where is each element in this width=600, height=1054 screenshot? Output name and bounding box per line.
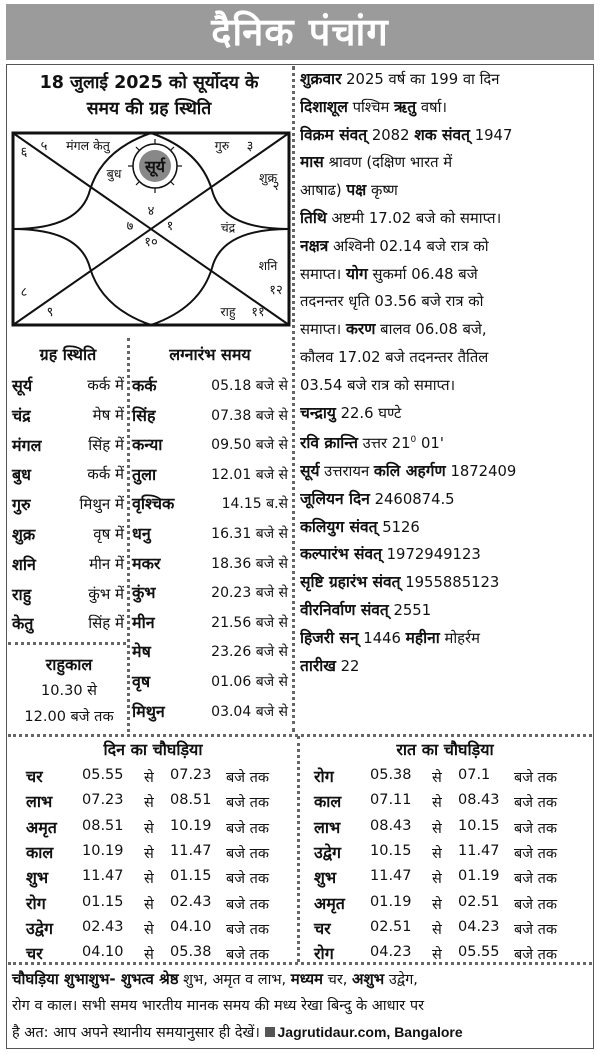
choghadiya-tak: बजे तक: [226, 896, 270, 913]
choghadiya-name: अमृत: [26, 817, 57, 837]
choghadiya-row: [26, 816, 296, 842]
column-divider: [127, 338, 130, 732]
lagna-time: 07.38 बजे से: [211, 407, 288, 424]
lagna-row: [132, 372, 288, 400]
choghadiya-to: 05.38: [170, 944, 212, 961]
detail-line: 03.54 बजे रात्र को समाप्त।: [300, 376, 456, 394]
graha-sign: कर्क में: [87, 376, 124, 394]
detail-line: हिजरी सन् 1446 महीना मोहर्रम: [300, 628, 480, 647]
choghadiya-tak: बजे तक: [514, 820, 558, 837]
choghadiya-tak: बजे तक: [226, 770, 270, 786]
graha-sign: मीन में: [89, 554, 124, 573]
graha-row: [12, 610, 124, 638]
graha-row: [12, 432, 124, 460]
lagna-row: [132, 579, 288, 607]
choghadiya-name: काल: [26, 842, 54, 862]
lagna-rashi: कुंभ: [132, 583, 156, 603]
choghadiya-row: [314, 866, 584, 892]
graha-planet: शनि: [12, 554, 36, 574]
choghadiya-row: [314, 892, 584, 918]
planet-shukra: शुक्र: [258, 170, 278, 185]
choghadiya-from: 10.15: [370, 842, 412, 859]
choghadiya-to: 10.15: [458, 817, 500, 834]
column-divider: [297, 736, 300, 962]
choghadiya-tak: बजे तक: [514, 795, 558, 812]
choghadiya-from: 10.19: [82, 842, 124, 859]
choghadiya-from: 11.47: [370, 868, 412, 885]
graha-row: [12, 461, 124, 489]
detail-line: नक्षत्र अश्विनी 02.14 बजे रात्र को: [300, 236, 489, 255]
graha-row: [12, 551, 124, 579]
choghadiya-row: [26, 841, 296, 867]
choghadiya-tak: बजे तक: [514, 845, 558, 862]
lagna-time: 09.50 बजे से: [211, 437, 288, 454]
lagna-row: [132, 520, 288, 548]
choghadiya-se: से: [432, 795, 442, 812]
rahukaal-box: [12, 652, 126, 730]
choghadiya-se: से: [144, 896, 154, 913]
choghadiya-from: 01.19: [370, 893, 412, 910]
graha-planet: शुक्र: [12, 525, 36, 544]
choghadiya-row: [314, 841, 584, 867]
choghadiya-tak: बजे तक: [514, 871, 558, 888]
planet-guru: गुरु: [214, 138, 230, 153]
choghadiya-row: [26, 765, 296, 791]
choghadiya-to: 11.47: [458, 842, 500, 859]
lagna-row: [132, 490, 288, 518]
choghadiya-to: 04.23: [458, 918, 500, 935]
graha-sign: कर्क में: [87, 465, 124, 484]
graha-row: [12, 402, 124, 430]
lagna-time: 01.06 बजे से: [211, 674, 288, 690]
choghadiya-to: 08.51: [170, 792, 212, 809]
detail-line: वीरनिर्वाण संवत् 2551: [300, 601, 432, 620]
graha-sign: मेष में: [92, 405, 124, 424]
page-title: दैनिक पंचांग: [6, 4, 594, 60]
choghadiya-tak: बजे तक: [226, 947, 270, 964]
choghadiya-tak: बजे तक: [226, 845, 270, 862]
choghadiya-tak: बजे तक: [514, 947, 558, 964]
choghadiya-name: अमृत: [314, 893, 345, 913]
choghadiya-name: शुभ: [314, 868, 337, 888]
choghadiya-se: से: [432, 871, 442, 888]
lagna-row: [132, 550, 288, 578]
panchang-details: [300, 66, 590, 680]
choghadiya-from: 07.11: [370, 792, 412, 809]
detail-line: समाप्त। करण बालव 06.08 बजे,: [300, 320, 487, 339]
graha-planet: केतु: [12, 614, 34, 634]
house-number: १०: [144, 235, 158, 250]
choghadiya-se: से: [432, 845, 442, 862]
lagna-time: 03.04 बजे से: [211, 703, 288, 720]
choghadiya-to: 01.15: [170, 868, 212, 885]
choghadiya-from: 04.23: [370, 944, 412, 961]
choghadiya-to: 11.47: [170, 842, 212, 859]
graha-sign: कुंभ में: [88, 584, 124, 603]
choghadiya-to: 04.10: [170, 918, 212, 935]
choghadiya-from: 05.38: [370, 767, 412, 783]
lagna-rashi: सिंह: [132, 405, 156, 425]
planet-mangal-ketu: मंगल केतु: [66, 138, 110, 153]
detail-line: विक्रम संवत् 2082 शक संवत् 1947: [300, 125, 513, 144]
lagna-row: [132, 638, 288, 666]
choghadiya-tak: बजे तक: [226, 795, 270, 812]
choghadiya-tak: बजे तक: [226, 871, 270, 888]
choghadiya-se: से: [144, 871, 154, 888]
lagna-rashi: कन्या: [132, 435, 163, 455]
choghadiya-name: रोग: [314, 944, 334, 964]
choghadiya-tak: बजे तक: [514, 770, 558, 786]
lagna-row: [132, 431, 288, 459]
choghadiya-se: से: [144, 947, 154, 964]
rahukaal-end: 12.00 बजे तक: [24, 709, 114, 725]
lagna-rashi: मीन: [132, 612, 155, 632]
lagna-time: 18.36 बजे से: [211, 555, 288, 572]
row-divider: [8, 734, 592, 737]
graha-planet: गुरु: [12, 495, 31, 515]
choghadiya-row: [314, 790, 584, 816]
graha-row: [12, 372, 124, 400]
rahukaal-start: 10.30 से: [41, 683, 97, 699]
choghadiya-row: [26, 917, 296, 943]
choghadiya-from: 07.23: [82, 792, 124, 809]
row-divider: [8, 642, 126, 645]
choghadiya-name: रोग: [26, 893, 46, 913]
detail-line: आषाढ) पक्ष कृष्ण: [300, 181, 398, 200]
choghadiya-name: चर: [26, 944, 43, 964]
lagna-row: [132, 668, 288, 696]
detail-line: कलियुग संवत् 5126: [300, 517, 420, 536]
choghadiya-name: लाभ: [314, 817, 341, 837]
lagna-rashi: वृश्चिक: [132, 494, 175, 514]
choghadiya-from: 02.43: [82, 918, 124, 935]
house-number: ६: [20, 145, 28, 160]
detail-line: कल्पारंभ संवत् 1972949123: [300, 545, 481, 564]
choghadiya-name: उद्वेग: [314, 842, 341, 862]
detail-line: मास श्रावण (दक्षिण भारत में: [300, 153, 453, 172]
graha-sign: सिंह में: [88, 435, 124, 454]
choghadiya-tak: बजे तक: [514, 896, 558, 913]
graha-planet: सूर्य: [12, 376, 33, 395]
choghadiya-row: [314, 765, 584, 791]
brand-credit: Jagrutidaur.com, Bangalore: [277, 1024, 463, 1040]
choghadiya-row: [314, 942, 584, 968]
rahukaal-heading: राहुकाल: [45, 655, 93, 674]
choghadiya-name: रोग: [314, 767, 334, 786]
choghadiya-row: [26, 942, 296, 968]
house-number: ५: [40, 139, 48, 154]
lagna-time: 21.56 बजे से: [211, 614, 288, 631]
footer-note: चौघड़िया शुभाशुभ- शुभत्व श्रेष्ठ शुभ, अमृत व लाभ, मध्यम चर, अशुभ उद्वेग, रोग व काल। सभी समय भारतीय मानक समय की मध्य रेखा बिन्दु के आधार पर है अत: आप अपने स्थानीय समयानुसार ही देखें। Jagrutidaur.com, Bangalore: [12, 970, 463, 1041]
lagna-rashi: मेष: [132, 642, 151, 662]
choghadiya-to: 01.19: [458, 868, 500, 885]
brand-square-icon: [265, 1027, 275, 1037]
choghadiya-se: से: [432, 921, 442, 938]
lagna-time: 05.18 बजे से: [211, 378, 288, 394]
column-divider: [292, 66, 295, 732]
lagna-time: 14.15 ब.से: [221, 496, 288, 513]
graha-row: [12, 521, 124, 549]
detail-line: रवि क्रान्ति उत्तर $21^0$ 01': [300, 434, 444, 453]
choghadiya-to: 07.23: [170, 767, 212, 783]
choghadiya-row: [26, 790, 296, 816]
house-number: ८: [20, 285, 28, 300]
detail-line: सृष्टि ग्रहारंभ संवत् 1955885123: [300, 573, 500, 592]
graha-sign: सिंह में: [88, 614, 124, 633]
choghadiya-row: [26, 892, 296, 918]
kundli-heading: 18 जुलाई 2025 को सूर्योदय के समय की ग्रह स्थिति: [39, 73, 259, 119]
lagna-time: 20.23 बजे से: [211, 585, 288, 602]
choghadiya-tak: बजे तक: [226, 820, 270, 837]
choghadiya-row: [26, 866, 296, 892]
house-number: १२: [269, 283, 283, 298]
lagnarambh-heading: लग्नारंभ समय: [169, 345, 251, 364]
raat-choghadiya-heading: रात का चौघड़िया: [396, 740, 494, 759]
house-number: ९: [46, 305, 54, 320]
lagna-time: 23.26 बजे से: [211, 644, 288, 661]
choghadiya-from: 08.51: [82, 817, 124, 834]
detail-line: तारीख 22: [300, 656, 360, 675]
choghadiya-to: 02.43: [170, 893, 212, 910]
planet-rahu: राहु: [220, 304, 236, 319]
lagna-time: 16.31 बजे से: [211, 526, 288, 542]
graha-row: [12, 581, 124, 609]
choghadiya-se: से: [144, 820, 154, 837]
house-number: ४: [147, 204, 155, 219]
graha-planet: मंगल: [12, 435, 42, 455]
graha-planet: राहु: [12, 584, 32, 604]
choghadiya-row: [314, 917, 584, 943]
house-number: १: [166, 219, 174, 234]
choghadiya-from: 01.15: [82, 893, 124, 910]
choghadiya-to: 05.55: [458, 944, 500, 961]
lagna-rashi: धनु: [132, 524, 151, 543]
choghadiya-se: से: [144, 770, 154, 786]
choghadiya-tak: बजे तक: [226, 921, 270, 938]
lagna-row: [132, 698, 288, 726]
lagna-rashi: वृष: [132, 672, 151, 691]
house-number: ७: [126, 219, 134, 234]
lagna-time: 12.01 बजे से: [211, 466, 288, 483]
choghadiya-se: से: [144, 921, 154, 938]
house-number: ३: [246, 139, 254, 154]
detail-line: चन्द्रायु 22.6 घण्टे: [300, 403, 402, 422]
detail-line: समाप्त। योग सुकर्मा 06.48 बजे: [300, 264, 478, 283]
choghadiya-se: से: [432, 820, 442, 837]
choghadiya-to: 02.51: [458, 893, 500, 910]
detail-line: दिशाशूल पश्चिम ऋतु वर्षा।: [300, 97, 448, 116]
lagna-rashi: मकर: [132, 553, 161, 573]
graha-sthiti-heading: ग्रह स्थिति: [39, 345, 97, 364]
graha-planet: चंद्र: [12, 405, 31, 425]
detail-line: कौलव 17.02 बजे तदनन्तर तैतिल: [300, 348, 489, 366]
lagna-rashi: मिथुन: [132, 701, 165, 721]
detail-line: तिथि अष्टमी 17.02 बजे को समाप्त।: [300, 208, 502, 227]
graha-row: [12, 491, 124, 519]
detail-line: जूलियन दिन 2460874.5: [300, 489, 455, 508]
detail-line: शुक्रवार 2025 वर्ष का 199 वा दिन: [300, 70, 500, 88]
choghadiya-name: काल: [314, 792, 342, 812]
lagna-row: [132, 461, 288, 489]
choghadiya-from: 05.55: [82, 767, 124, 783]
lagna-row: [132, 402, 288, 430]
choghadiya-se: से: [144, 795, 154, 812]
detail-line: सूर्य उत्तरायन कलि अहर्गण 1872409: [300, 462, 517, 481]
house-number: २: [272, 179, 280, 194]
choghadiya-name: उद्वेग: [26, 918, 53, 938]
choghadiya-tak: बजे तक: [514, 921, 558, 938]
choghadiya-name: शुभ: [26, 868, 49, 888]
planet-surya: सूर्य: [144, 157, 166, 176]
choghadiya-se: से: [144, 845, 154, 862]
choghadiya-se: से: [432, 947, 442, 964]
lagna-row: [132, 609, 288, 637]
planet-chandra: चंद्र: [220, 220, 236, 235]
choghadiya-from: 11.47: [82, 868, 124, 885]
choghadiya-from: 08.43: [370, 817, 412, 834]
detail-line: तदनन्तर धृति 03.56 बजे रात्र को: [300, 293, 484, 311]
choghadiya-name: लाभ: [26, 792, 53, 812]
choghadiya-to: 07.1: [458, 767, 491, 783]
choghadiya-to: 08.43: [458, 792, 500, 809]
choghadiya-se: से: [432, 770, 442, 786]
graha-sign: वृष में: [93, 525, 124, 543]
planet-budh: बुध: [106, 166, 122, 181]
lagna-rashi: तुला: [132, 464, 157, 484]
choghadiya-to: 10.19: [170, 817, 212, 834]
planet-shani: शनि: [258, 258, 278, 273]
choghadiya-name: चर: [314, 918, 331, 938]
house-number: ११: [251, 305, 265, 320]
graha-planet: बुध: [12, 465, 31, 485]
kundli-chart: [10, 130, 292, 328]
choghadiya-se: से: [432, 896, 442, 913]
choghadiya-from: 02.51: [370, 918, 412, 935]
choghadiya-name: चर: [26, 767, 43, 786]
graha-sign: मिथुन में: [79, 495, 124, 514]
lagna-rashi: कर्क: [132, 376, 157, 395]
choghadiya-from: 04.10: [82, 944, 124, 961]
choghadiya-row: [314, 816, 584, 842]
din-choghadiya-heading: दिन का चौघड़िया: [103, 740, 203, 759]
